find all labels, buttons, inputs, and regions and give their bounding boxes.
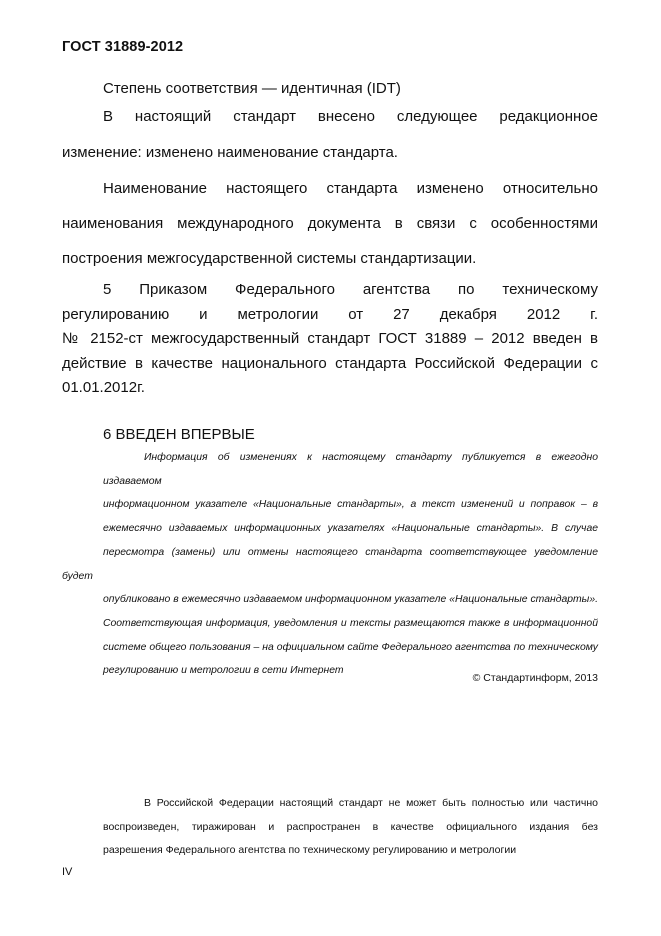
order-paragraph — [62, 278, 598, 401]
note-line-3: ежемесячно издаваемых информационных указателях «Национальные стандарты». В случае — [103, 523, 598, 535]
note-line-2: информационном указателе «Национальные стандарты», а текст изменений и поправок – в — [103, 499, 598, 511]
order-line-5: 01.01.2012г. — [62, 379, 145, 396]
editorial-change-paragraph — [62, 99, 598, 171]
name-change-line-1: Наименование настоящего стандарта изменено относительно — [103, 180, 598, 197]
conformity-degree-paragraph: Степень соответствия — идентичная (IDT) — [103, 80, 401, 97]
note-line-8: регулированию и метрологии в сети Интернет — [103, 665, 344, 677]
note-line-4: пересмотра (замены) или отмены настоящего стандарта соответствующее уведомление будет — [62, 546, 598, 582]
legal-line-2: воспроизведен, тиражирован и распространен в качестве официального издания без — [103, 820, 598, 833]
page-number: IV — [62, 866, 73, 878]
name-change-paragraph — [62, 171, 598, 276]
note-line-1: Информация об изменениях к настоящему стандарту публикуется в ежегодно издаваемом — [103, 452, 598, 487]
note-line-6: Соответствующая информация, уведомления и тексты размещаются также в информационной — [103, 617, 598, 629]
standard-code-header: ГОСТ 31889-2012 — [62, 39, 184, 55]
legal-line-1: В Российской Федерации настоящий стандарт не может быть полностью или частично — [144, 797, 598, 809]
name-change-line-3: построения межгосударственной системы стандартизации. — [62, 250, 477, 267]
editorial-change-line-1: В настоящий стандарт внесено следующее редакционное — [103, 108, 598, 125]
note-line-5: опубликовано в ежемесячно издаваемом информационном указателе «Национальные стандарты». — [103, 594, 598, 606]
copyright-notice: © Стандартинформ, 2013 — [472, 672, 598, 684]
changes-information-note — [62, 446, 598, 683]
legal-line-3: разрешения Федерального агентства по техническому регулированию и метрологии — [103, 844, 517, 856]
introduced-first-paragraph: 6 ВВЕДЕН ВПЕРВЫЕ — [103, 426, 255, 443]
editorial-change-line-2: изменение: изменено наименование стандарта. — [62, 144, 398, 161]
name-change-line-2: наименования международного документа в связи с особенностями — [62, 215, 598, 232]
order-line-3: № 2152-ст межгосударственный стандарт ГОСТ 31889 – 2012 введен в — [62, 330, 598, 347]
reproduction-restriction-notice — [62, 792, 598, 863]
order-line-1: 5 Приказом Федерального агентства по техническому — [103, 281, 598, 298]
order-line-2: регулированию и метрологии от 27 декабря 2012 г. — [62, 305, 598, 323]
order-line-4: действие в качестве национального стандарта Российской Федерации с — [62, 354, 598, 372]
note-line-7: системе общего пользования – на официальном сайте Федерального агентства по техническому — [103, 641, 598, 653]
